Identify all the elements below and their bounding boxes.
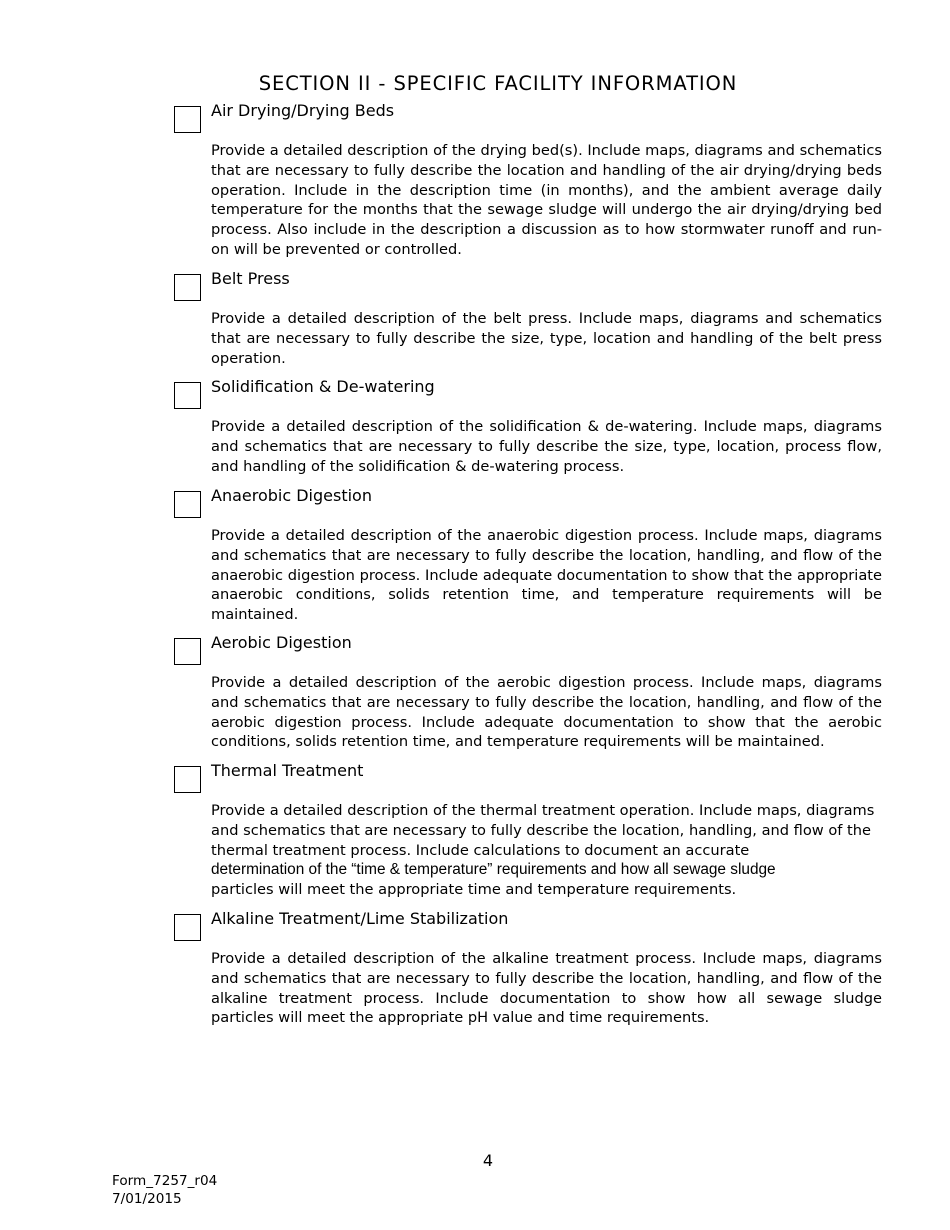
- belt-press-checkbox[interactable]: [174, 274, 201, 301]
- solidification-checkbox[interactable]: [174, 382, 201, 409]
- belt-press-description: Provide a detailed description of the belt press. Include maps, diagrams and schematics that are necessary to fully describe the size, type, location and handling of the belt press operation.: [211, 310, 882, 367]
- thermal-treatment-description-part2: determination of the “time & temperature” requirements and how all sewage sludge: [211, 861, 776, 879]
- thermal-treatment-description-part1: Provide a detailed description of the thermal treatment operation. Include maps, diagrams and schematics that are necessary to fully describe the location, handling, and flow of the thermal treatment process. Include calculations to document an accurate: [211, 802, 875, 859]
- air-drying-checkbox[interactable]: [174, 106, 201, 133]
- belt-press-label: Belt Press: [211, 269, 290, 288]
- section-title: SECTION II - SPECIFIC FACILITY INFORMATION: [258, 72, 738, 95]
- aerobic-digestion-label: Aerobic Digestion: [211, 633, 352, 652]
- footer-form-id: Form_7257_r04: [112, 1173, 218, 1189]
- alkaline-treatment-label: Alkaline Treatment/Lime Stabilization: [211, 909, 509, 928]
- solidification-label: Solidification & De-watering: [211, 377, 435, 396]
- thermal-treatment-description-part3: particles will meet the appropriate time and temperature requirements.: [211, 881, 737, 898]
- aerobic-digestion-description: Provide a detailed description of the aerobic digestion process. Include maps, diagrams and schematics that are necessary to fully describe the location, handling, and flow of the aerobic digestion process. Include adequate documentation to show that the aerobic conditions, solids retention time, and temperature requirements will be maintained.: [211, 674, 882, 751]
- aerobic-digestion-checkbox[interactable]: [174, 638, 201, 665]
- thermal-treatment-checkbox[interactable]: [174, 766, 201, 793]
- anaerobic-digestion-label: Anaerobic Digestion: [211, 486, 372, 505]
- footer: [112, 1172, 217, 1208]
- air-drying-description: Provide a detailed description of the drying bed(s). Include maps, diagrams and schematics that are necessary to fully describe the location and handling of the air drying/drying beds operation. Include in the description time (in months), and the ambient average daily temperature for the months that the sewage sludge will undergo the air drying/drying bed process. Also include in the description a discussion as to how stormwater runoff and run-on will be prevented or controlled.: [211, 142, 882, 258]
- solidification-description: Provide a detailed description of the solidification & de-watering. Include maps, diagrams and schematics that are necessary to fully describe the size, type, location, process flow, and handling of the solidification & de-watering process.: [211, 418, 882, 475]
- page-number: 4: [482, 1151, 494, 1170]
- thermal-treatment-label: Thermal Treatment: [211, 761, 364, 780]
- alkaline-treatment-description: Provide a detailed description of the alkaline treatment process. Include maps, diagrams and schematics that are necessary to fully describe the location, handling, and flow of the alkaline treatment process. Include documentation to show how all sewage sludge particles will meet the appropriate pH value and time requirements.: [211, 950, 882, 1027]
- air-drying-label: Air Drying/Drying Beds: [211, 101, 395, 120]
- footer-date: 7/01/2015: [112, 1191, 182, 1207]
- anaerobic-digestion-description: Provide a detailed description of the anaerobic digestion process. Include maps, diagrams and schematics that are necessary to fully describe the location, handling, and flow of the anaerobic digestion process. Include adequate documentation to show that the appropriate anaerobic conditions, solids retention time, and temperature requirements will be maintained.: [211, 527, 882, 623]
- thermal-treatment-description: [211, 801, 882, 900]
- anaerobic-digestion-checkbox[interactable]: [174, 491, 201, 518]
- alkaline-treatment-checkbox[interactable]: [174, 914, 201, 941]
